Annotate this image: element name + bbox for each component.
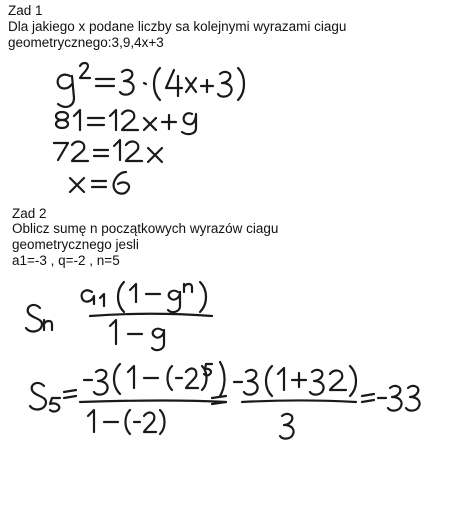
task-1-title: Zad 1 bbox=[8, 3, 43, 18]
task-1-question-line-1: Dla jakiego x podane liczby sa kolejnymi wyrazami ciagu bbox=[8, 19, 347, 34]
task-1-step-4 bbox=[70, 172, 129, 194]
task-2-title: Zad 2 bbox=[12, 206, 47, 221]
task-2-question-line-3: a1=-3 , q=-2 , n=5 bbox=[12, 253, 120, 268]
task-1-step-2 bbox=[56, 110, 196, 134]
task-1-question-line-2: geometrycznego:3,9,4x+3 bbox=[8, 35, 164, 50]
task-2-question-line-1: Oblicz sumę n początkowych wyrazów ciagu bbox=[12, 221, 279, 236]
task-2-question-line-2: geometrycznego jesli bbox=[12, 237, 139, 252]
task-1-step-3 bbox=[54, 140, 162, 162]
task-2-formula bbox=[26, 282, 212, 350]
task-1-step-1 bbox=[58, 63, 244, 107]
task-2-calculation bbox=[30, 362, 420, 439]
